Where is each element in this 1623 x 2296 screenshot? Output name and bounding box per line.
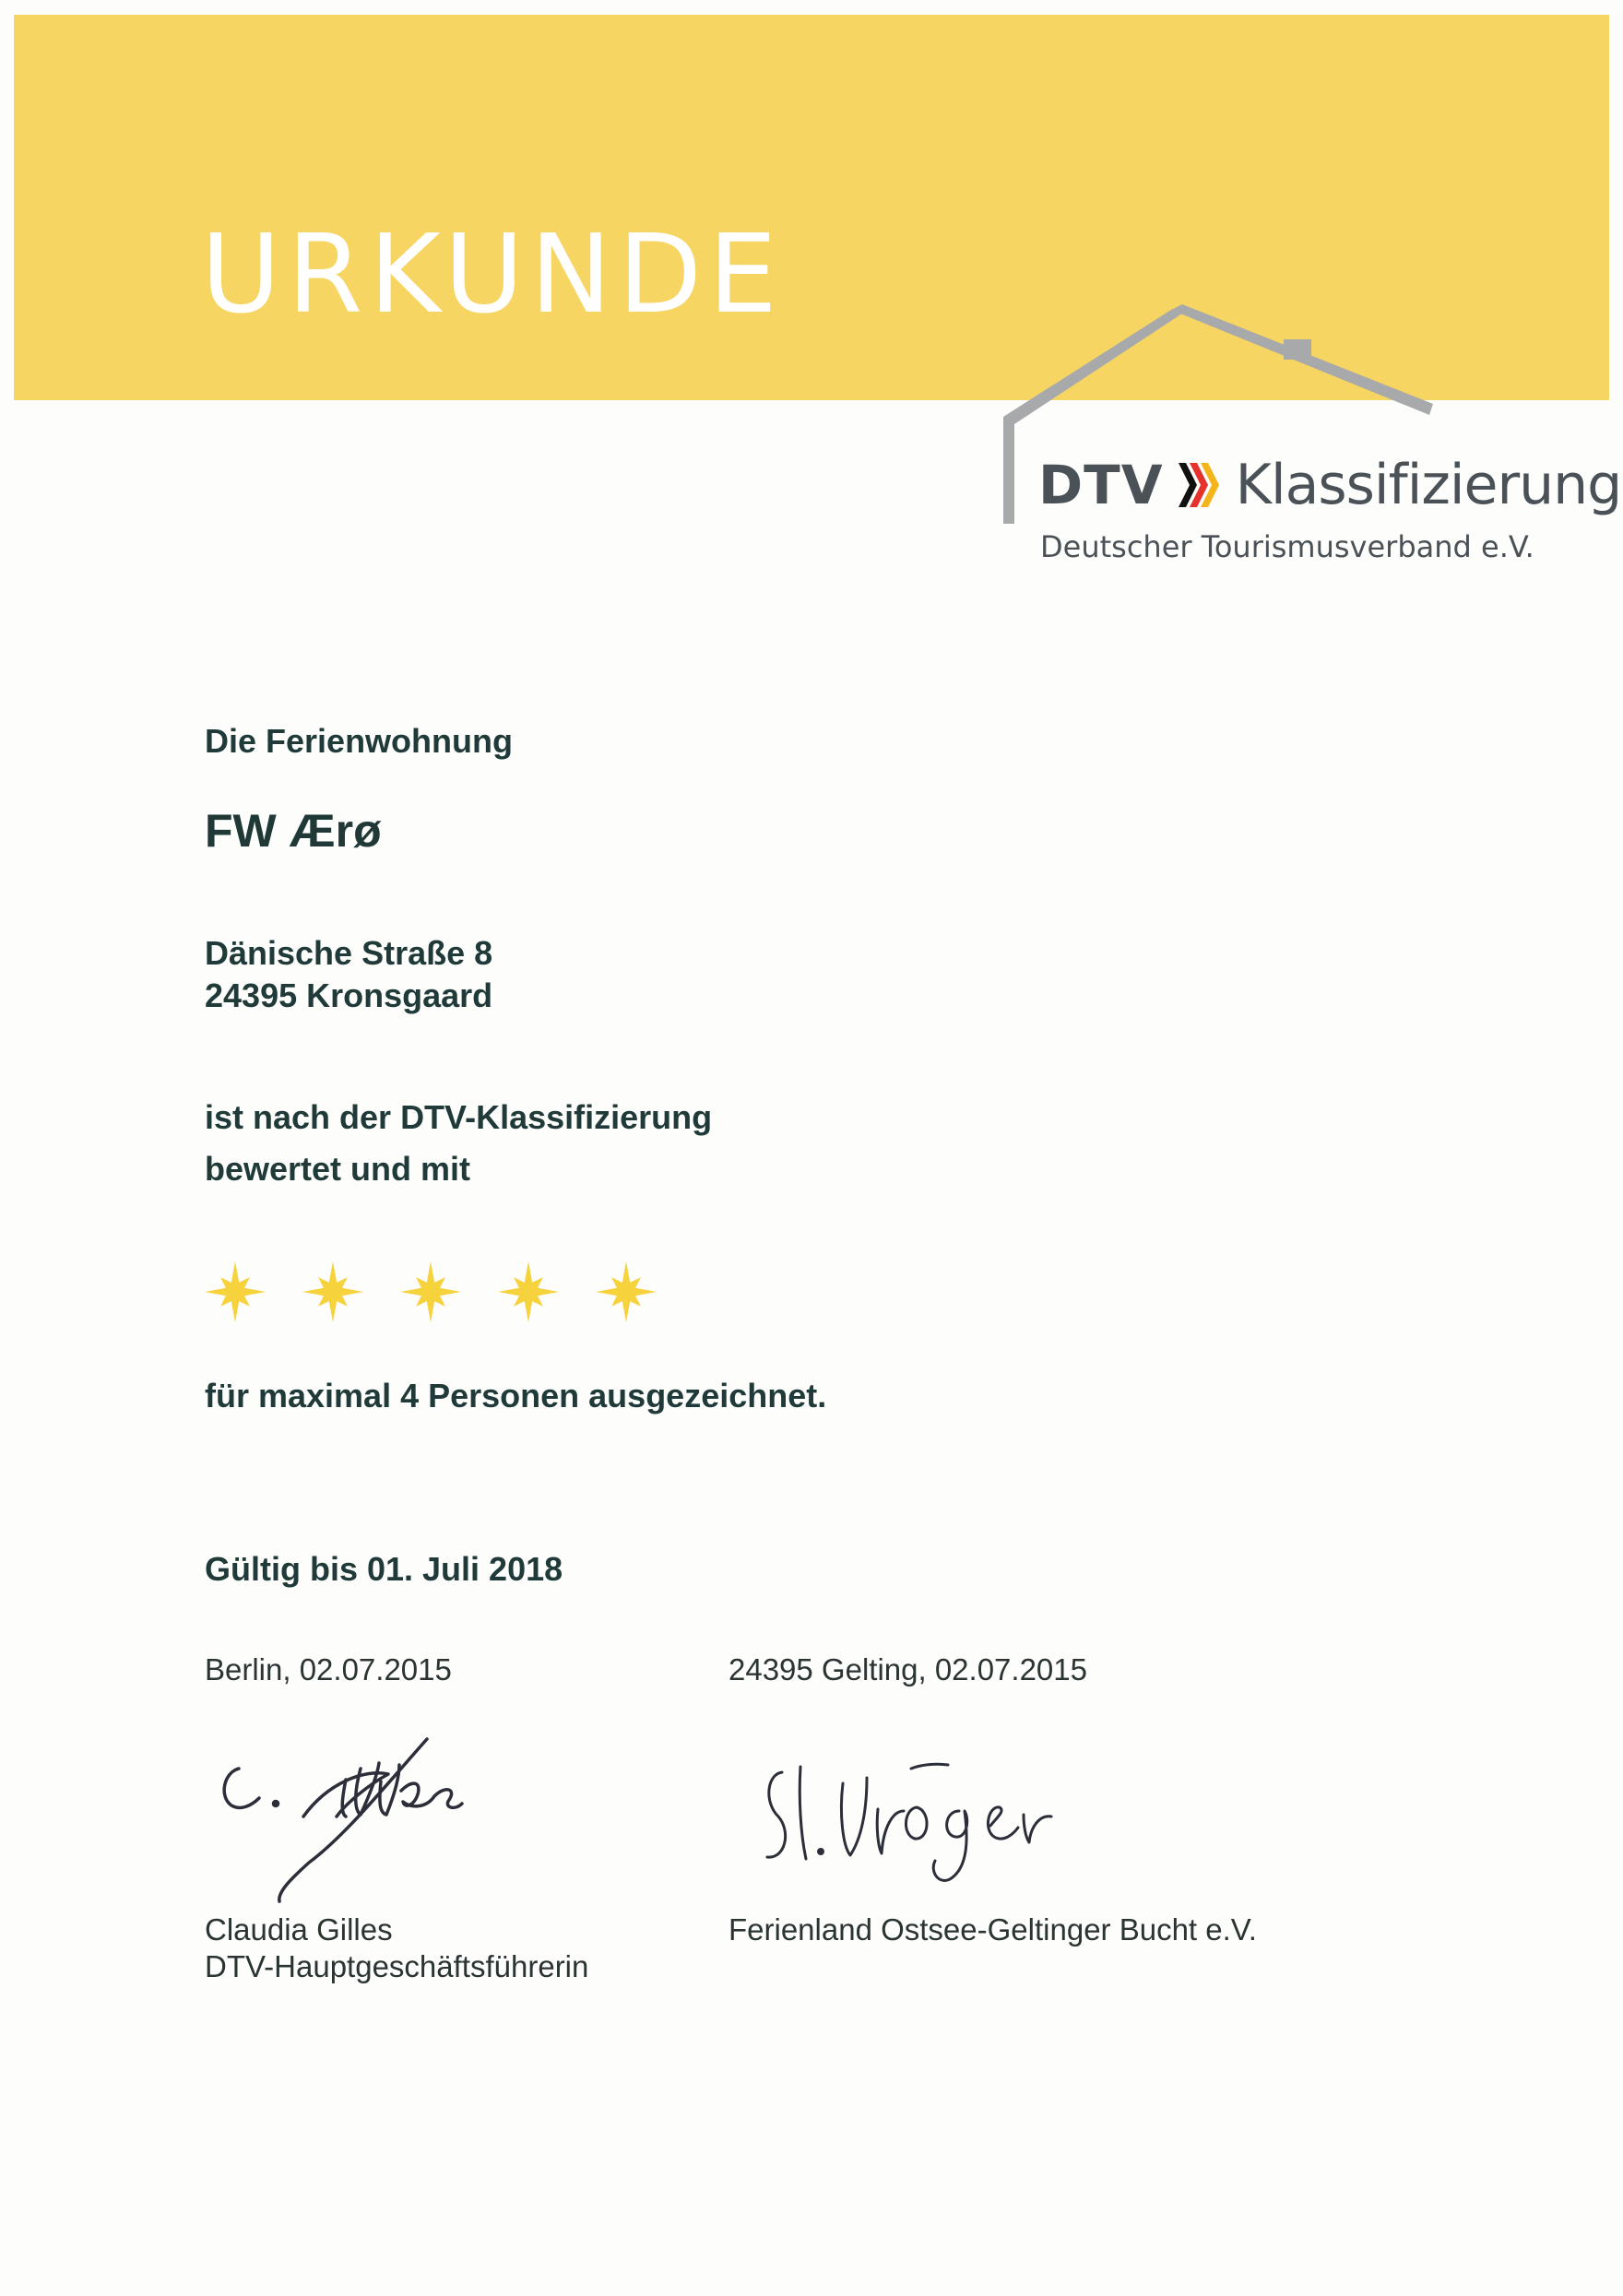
star-icon [496, 1260, 561, 1324]
award-text: für maximal 4 Personen ausgezeichnet. [205, 1377, 827, 1414]
star-icon [301, 1260, 365, 1324]
signer-left-role: DTV-Hauptgeschäftsführerin [205, 1949, 589, 1983]
property-name: FW Ærø [205, 805, 382, 857]
logo-dtv-text: DTV [1038, 454, 1164, 516]
dtv-logo [1038, 448, 1621, 522]
logo-subtitle: Deutscher Tourismusverband e.V. [1040, 529, 1534, 564]
statement-line-2: bewertet und mit [205, 1150, 471, 1188]
signer-right-name: Ferienland Ostsee-Geltinger Bucht e.V. [729, 1912, 1257, 1947]
logo-name: Klassifizierung [1235, 453, 1622, 517]
signer-left-name: Claudia Gilles [205, 1912, 393, 1947]
place-date-left: Berlin, 02.07.2015 [205, 1652, 452, 1686]
address-street: Dänische Straße 8 [205, 934, 493, 972]
star-icon [594, 1260, 658, 1324]
intro-text: Die Ferienwohnung [205, 722, 514, 760]
address-city: 24395 Kronsgaard [205, 976, 493, 1014]
validity-text: Gültig bis 01. Juli 2018 [205, 1550, 563, 1588]
star-icon [203, 1260, 267, 1324]
star-icon [398, 1260, 463, 1324]
statement-line-1: ist nach der DTV-Klassifizierung [205, 1098, 713, 1136]
star-rating [203, 1260, 658, 1324]
certificate-title: URKUNDE [201, 210, 784, 337]
signature-left [207, 1724, 576, 1909]
place-date-right: 24395 Gelting, 02.07.2015 [729, 1652, 1087, 1686]
signature-right [754, 1750, 1086, 1888]
chevrons-icon [1179, 459, 1223, 511]
